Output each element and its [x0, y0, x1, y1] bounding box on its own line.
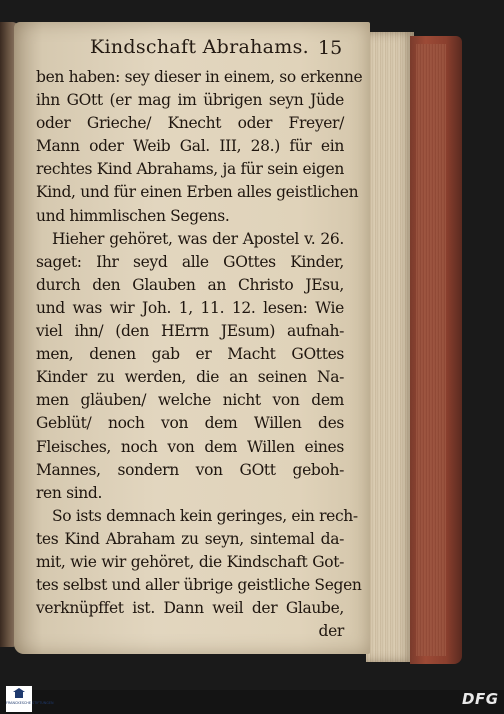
- page-block-edge: [366, 32, 414, 662]
- text-line: Geblüt/ noch von dem Willen des: [36, 414, 344, 433]
- text-line: tes Kind Abraham zu seyn, sintemal da-: [36, 529, 344, 548]
- text-line: Mann oder Weib Gal. III, 28.) für ein: [36, 137, 344, 156]
- book-cover-texture: [416, 44, 446, 656]
- text-line: Mannes, sondern von GOtt geboh-: [36, 460, 344, 479]
- franckesche-stiftungen-logo: [6, 686, 54, 712]
- text-line: saget: Ihr seyd alle GOttes Kinder,: [36, 252, 344, 271]
- text-line: und himmlischen Segens.: [36, 206, 230, 225]
- page-number: 15: [318, 37, 343, 59]
- text-line: mit, wie wir gehöret, die Kindschaft Got-: [36, 552, 344, 571]
- text-line: viel ihn/ (den HErrn JEsum) aufnah-: [36, 322, 344, 341]
- logo-caption: FRANCKESCHE STIFTUNGEN: [6, 701, 54, 705]
- text-line: verknüpffet ist. Dann weil der Glaube,: [36, 599, 344, 618]
- running-header-title: Kindschaft Abrahams.: [90, 36, 309, 58]
- text-line: Kinder zu werden, die an seinen Na-: [36, 368, 344, 387]
- text-line: tes selbst und aller übrige geistliche Segen: [36, 576, 362, 595]
- text-line: Kind, und für einen Erben alles geistlichen: [36, 183, 359, 202]
- paragraph-start-line: Hieher gehöret, was der Apostel v. 26.: [52, 229, 344, 248]
- paragraph-start-line: So ists demnach kein geringes, ein rech-: [52, 506, 358, 525]
- text-line: men, denen gab er Macht GOttes: [36, 345, 344, 364]
- text-line: ben haben: sey dieser in einem, so erkenne: [36, 68, 363, 86]
- text-line: Fleisches, noch von dem Willen eines: [36, 437, 344, 456]
- text-line: ren sind.: [36, 483, 103, 502]
- text-line: oder Grieche/ Knecht oder Freyer/: [36, 114, 344, 133]
- text-line: ihn GOtt (er mag im übrigen seyn Jüde: [36, 91, 344, 110]
- text-line: durch den Glauben an Christo JEsu,: [36, 275, 344, 294]
- body-text: [36, 66, 363, 643]
- text-line: men gläuben/ welche nicht von dem: [36, 391, 344, 410]
- text-line: rechtes Kind Abrahams, ja für sein eigen: [36, 160, 344, 179]
- text-line: und was wir Joh. 1, 11. 12. lesen: Wie: [36, 298, 344, 317]
- catchword: der: [318, 622, 344, 641]
- institution-emblem-icon: [13, 688, 25, 698]
- dfg-logo: DFG: [462, 690, 499, 708]
